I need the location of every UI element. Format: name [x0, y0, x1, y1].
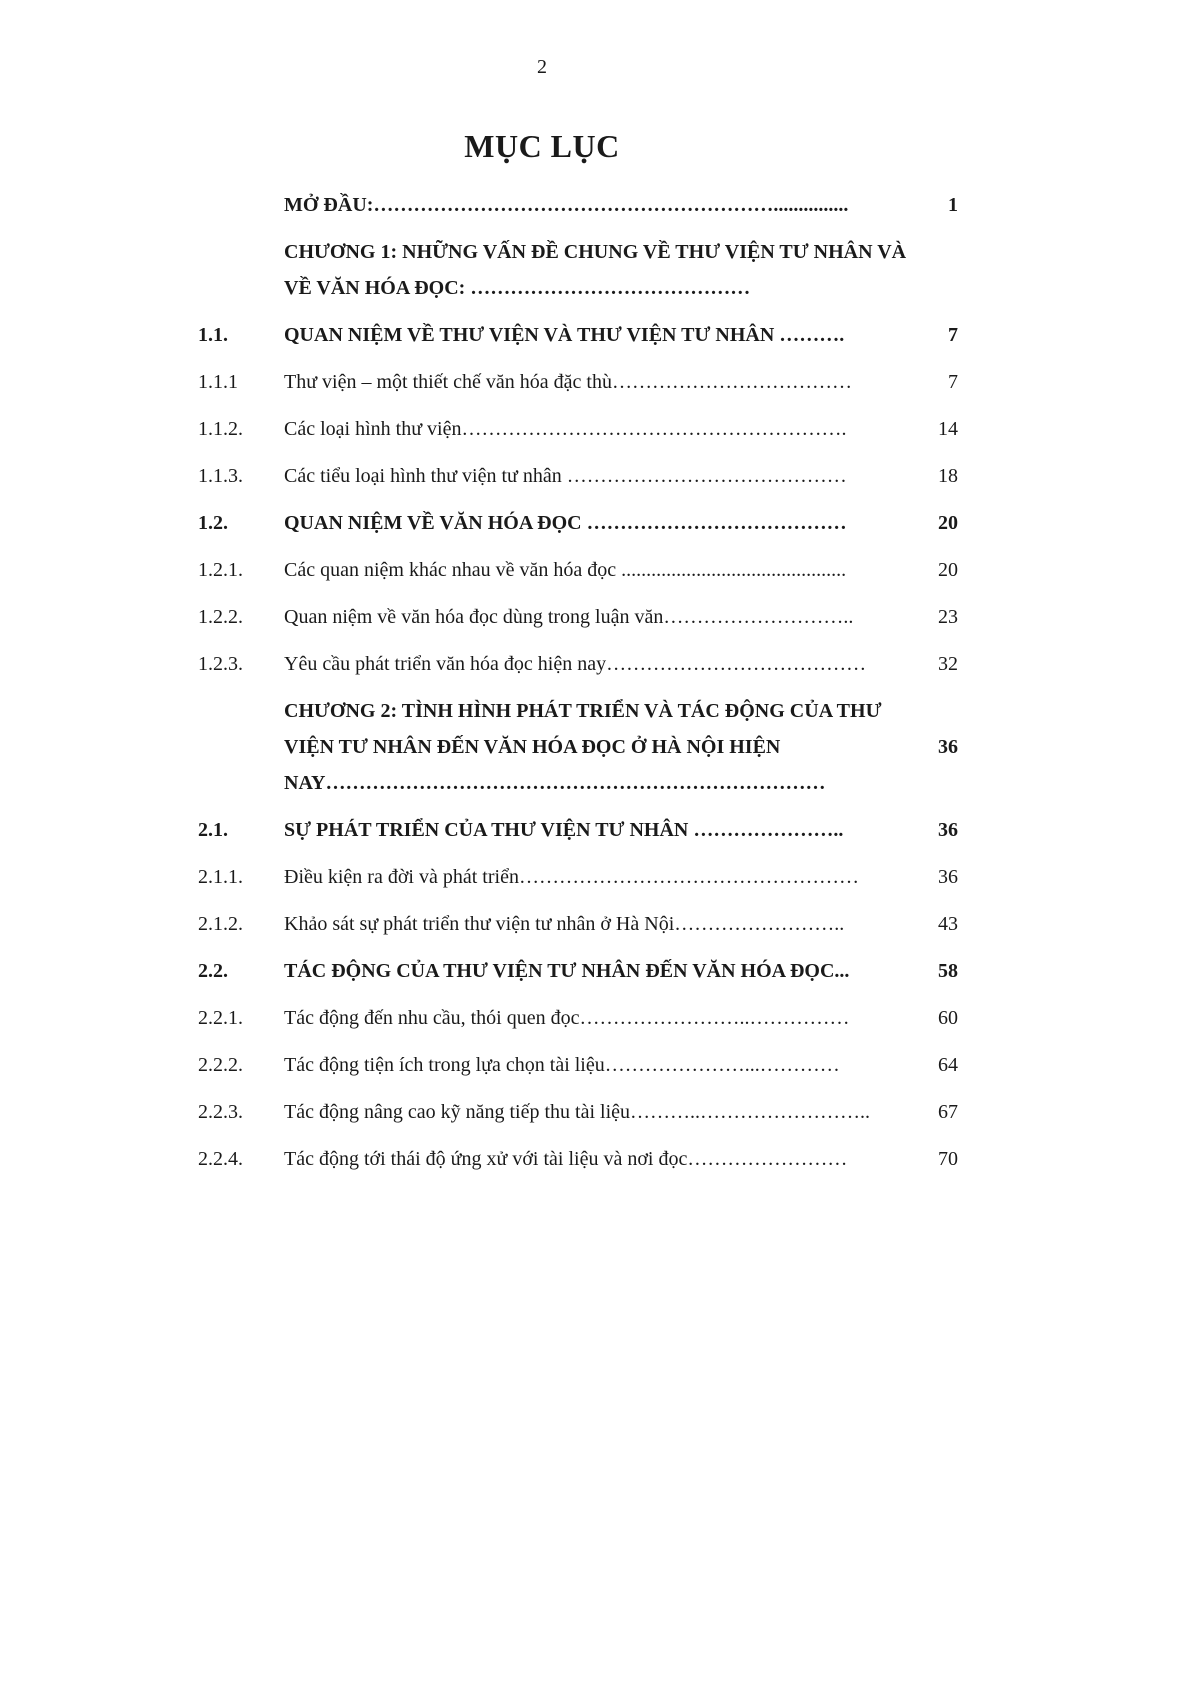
toc-entry-page: 36	[938, 866, 958, 888]
toc-entry[interactable]	[198, 859, 958, 895]
toc-entry[interactable]	[198, 953, 958, 989]
toc-entry-page: 7	[948, 371, 958, 393]
toc-entry[interactable]	[198, 234, 958, 306]
toc-entry[interactable]	[198, 364, 958, 400]
toc-entry-number: 1.1.1	[198, 371, 238, 393]
toc-entry-page: 23	[938, 606, 958, 628]
toc-entry-title: CHƯƠNG 1: NHỮNG VẤN ĐỀ CHUNG VỀ THƯ VIỆN TƯ NHÂN VÀ VỀ VĂN HÓA ĐỌC: ……………………………………	[284, 241, 907, 299]
toc-title: MỤC LỤC	[464, 128, 620, 164]
toc-entry-number: 1.2.1.	[198, 559, 243, 581]
toc-entry[interactable]	[198, 1094, 958, 1130]
toc-entry-number: 2.2.2.	[198, 1054, 243, 1076]
toc-entry[interactable]	[198, 187, 958, 223]
toc-entry-page: 70	[938, 1148, 958, 1170]
toc-entry-page: 32	[938, 653, 958, 675]
toc-entry-page: 64	[938, 1054, 958, 1076]
toc-entry[interactable]	[198, 1000, 958, 1036]
toc-entry-page: 67	[938, 1101, 958, 1123]
toc-entry-title: QUAN NIỆM VỀ VĂN HÓA ĐỌC …………………………………	[284, 512, 847, 534]
toc-entry-title: CHƯƠNG 2: TÌNH HÌNH PHÁT TRIỂN VÀ TÁC ĐỘNG CỦA THƯ VIỆN TƯ NHÂN ĐẾN VĂN HÓA ĐỌC Ở HÀ NỘI HIỆN NAY…………………………………………………………………	[284, 700, 882, 794]
toc-entry-title: Tác động nâng cao kỹ năng tiếp thu tài liệu………..……………………..	[284, 1101, 871, 1123]
toc-entry-title: QUAN NIỆM VỀ THƯ VIỆN VÀ THƯ VIỆN TƯ NHÂN ……….	[284, 324, 845, 346]
toc-entry-number: 2.2.4.	[198, 1148, 243, 1170]
toc-entry[interactable]	[198, 317, 958, 353]
toc-entry-page: 7	[948, 324, 958, 346]
toc-entry-page: 60	[938, 1007, 958, 1029]
toc-entry-title: Thư viện – một thiết chế văn hóa đặc thù………………………………	[284, 371, 852, 393]
toc-entry-title: Điều kiện ra đời và phát triển……………………………………………	[284, 866, 859, 888]
toc-entry[interactable]	[198, 411, 958, 447]
toc-entry-number: 2.1.1.	[198, 866, 243, 888]
toc-entry[interactable]	[198, 812, 958, 848]
toc-entry-title: SỰ PHÁT TRIỂN CỦA THƯ VIỆN TƯ NHÂN …………………..	[284, 819, 844, 841]
toc-entry-number: 2.2.3.	[198, 1101, 243, 1123]
toc-entry-title: Tác động đến nhu cầu, thói quen đọc……………………..……………	[284, 1007, 850, 1029]
toc-entry-page: 20	[938, 512, 958, 534]
table-of-contents	[198, 187, 958, 1188]
toc-entry-number: 1.1.2.	[198, 418, 243, 440]
toc-entry-page: 36	[938, 819, 958, 841]
toc-entry-page: 18	[938, 465, 958, 487]
toc-entry-number: 1.2.	[198, 512, 228, 534]
toc-entry[interactable]	[198, 693, 958, 801]
toc-entry-title: Các quan niệm khác nhau về văn hóa đọc .............................................	[284, 559, 847, 581]
toc-entry-title: TÁC ĐỘNG CỦA THƯ VIỆN TƯ NHÂN ĐẾN VĂN HÓA ĐỌC...	[284, 960, 850, 982]
toc-entry-number: 2.2.1.	[198, 1007, 243, 1029]
toc-entry-page: 36	[938, 736, 958, 758]
toc-entry-title: MỞ ĐẦU:……………………………………………………...............	[284, 194, 849, 216]
toc-entry-title: Tác động tới thái độ ứng xử với tài liệu và nơi đọc……………………	[284, 1148, 848, 1170]
toc-entry-title: Yêu cầu phát triển văn hóa đọc hiện nay…………………………………	[284, 653, 867, 675]
toc-entry-number: 2.2.	[198, 960, 228, 982]
toc-entry-number: 2.1.2.	[198, 913, 243, 935]
toc-entry-number: 1.2.2.	[198, 606, 243, 628]
toc-entry-title: Các loại hình thư viện………………………………………………….	[284, 418, 847, 440]
toc-entry-title: Khảo sát sự phát triển thư viện tư nhân ở Hà Nội……………………..	[284, 913, 845, 935]
toc-entry-page: 20	[938, 559, 958, 581]
toc-entry[interactable]	[198, 505, 958, 541]
toc-entry-page: 14	[938, 418, 958, 440]
toc-entry-page: 1	[948, 194, 958, 216]
toc-entry-number: 1.1.3.	[198, 465, 243, 487]
toc-entry[interactable]	[198, 458, 958, 494]
toc-entry-title: Tác động tiện ích trong lựa chọn tài liệu…………………...…………	[284, 1054, 840, 1076]
toc-entry[interactable]	[198, 552, 958, 588]
toc-entry-number: 1.1.	[198, 324, 228, 346]
toc-entry[interactable]	[198, 1047, 958, 1083]
toc-entry[interactable]	[198, 906, 958, 942]
toc-entry[interactable]	[198, 646, 958, 682]
toc-entry[interactable]	[198, 599, 958, 635]
toc-entry-title: Các tiểu loại hình thư viện tư nhân ……………………………………	[284, 465, 847, 487]
toc-entry-title: Quan niệm về văn hóa đọc dùng trong luận văn………………………..	[284, 606, 854, 628]
page-number: 2	[537, 56, 547, 78]
toc-entry-number: 2.1.	[198, 819, 228, 841]
toc-entry-number: 1.2.3.	[198, 653, 243, 675]
toc-entry[interactable]	[198, 1141, 958, 1177]
toc-entry-page: 58	[938, 960, 958, 982]
toc-entry-page: 43	[938, 913, 958, 935]
